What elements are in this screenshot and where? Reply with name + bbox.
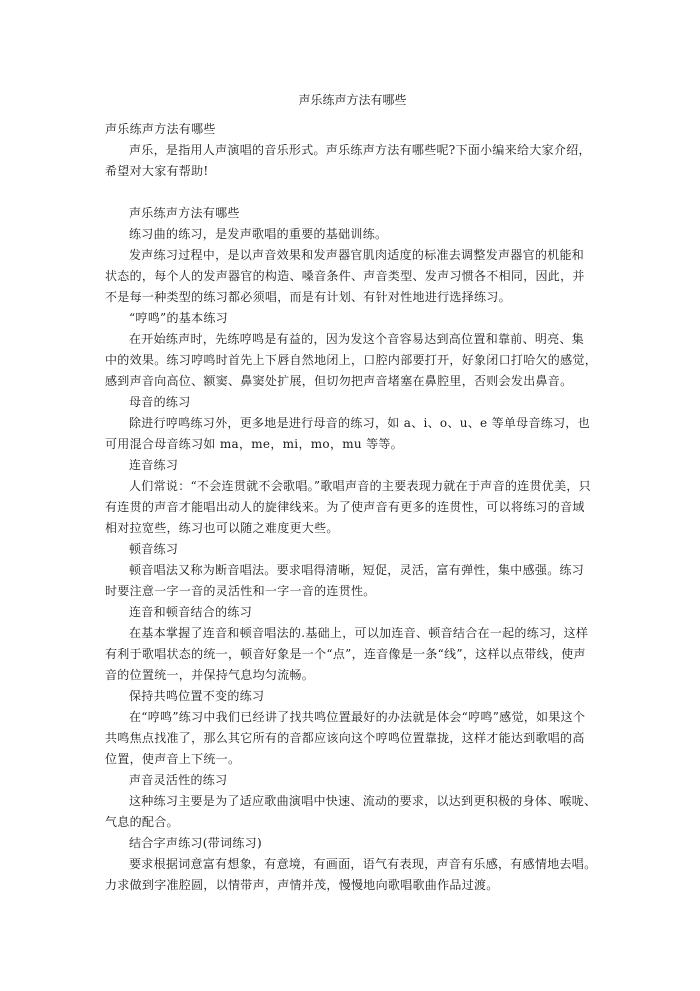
paragraph-line: 状态的，每个人的发声器官的构造、嗓音条件、声音类型、发声习惯各不相同，因此，并 <box>105 269 585 283</box>
subheading-resonance: 保持共鸣位置不变的练习 <box>129 689 265 703</box>
paragraph-line: 在开始练声时，先练哼鸣是有益的，因为发这个音容易达到高位置和靠前、明亮、集 <box>129 332 585 346</box>
subheading-vowel: 母音的练习 <box>129 395 191 409</box>
paragraph-line: 这种练习主要是为了适应歌曲演唱中快速、流动的要求，以达到更积极的身体、喉咙、 <box>129 794 597 808</box>
paragraph-line: 在“哼鸣”练习中我们已经讲了找共鸣位置最好的办法就是体会“哼鸣”感觉，如果这个 <box>129 710 586 724</box>
subheading-lyrics: 结合字声练习(带词练习) <box>129 836 262 850</box>
paragraph-line: 顿音唱法又称为断音唱法。要求唱得清晰，短促，灵活，富有弹性，集中感强。练习 <box>129 563 585 577</box>
paragraph-line: 相对拉宽些，练习也可以随之难度更大些。 <box>105 521 339 535</box>
intro-paragraph-line: 声乐，是指用人声演唱的音乐形式。声乐练声方法有哪些呢?下面小编来给大家介绍， <box>129 143 591 157</box>
paragraph-line: 除进行哼鸣练习外，更多地是进行母音的练习，如 a、i、o、u、e 等单母音练习，也 <box>129 416 590 430</box>
subheading-humming: “哼鸣”的基本练习 <box>129 311 228 325</box>
paragraph-line: 有连贯的声音才能唱出动人的旋律线来。为了使声音有更多的连贯性，可以将练习的音域 <box>105 500 585 514</box>
section-heading: 声乐练声方法有哪些 <box>129 206 240 220</box>
section-lead: 练习曲的练习，是发声歌唱的重要的基础训练。 <box>129 227 388 241</box>
intro-paragraph-line: 希望对大家有帮助! <box>105 164 209 178</box>
document-title: 声乐练声方法有哪些 <box>298 93 407 107</box>
paragraph-line: 可用混合母音练习如 ma，me，mi，mo，mu 等等。 <box>105 437 403 451</box>
main-section <box>105 203 600 896</box>
intro-section <box>105 119 600 182</box>
subheading-staccato: 顿音练习 <box>129 542 179 556</box>
paragraph-line: 感到声音向高位、额窦、鼻窦处扩展，但切勿把声音堵塞在鼻腔里，否则会发出鼻音。 <box>105 374 573 388</box>
paragraph-line: 中的效果。练习哼鸣时首先上下唇自然地闭上，口腔内部要打开，好象闭口打哈欠的感觉， <box>105 353 598 367</box>
paragraph-line: 力求做到字准腔圆，以情带声，声情并茂，慢慢地向歌唱歌曲作品过渡。 <box>105 878 499 892</box>
paragraph-line: 发声练习过程中，是以声音效果和发声器官肌肉适度的标准去调整发声器官的机能和 <box>129 248 585 262</box>
paragraph-line: 要求根据词意富有想象，有意境，有画面，语气有表现，声音有乐感，有感情地去唱。 <box>129 857 597 871</box>
paragraph-line: 音的位置统一，并保持气息均匀流畅。 <box>105 668 315 682</box>
paragraph-line: 共鸣焦点找准了，那么其它所有的音都应该向这个哼鸣位置靠拢，这样才能达到歌唱的高 <box>105 731 585 745</box>
intro-heading: 声乐练声方法有哪些 <box>105 122 216 136</box>
paragraph-line: 气息的配合。 <box>105 815 179 829</box>
subheading-legato: 连音练习 <box>129 458 179 472</box>
paragraph-line: 在基本掌握了连音和顿音唱法的.基础上，可以加连音、顿音结合在一起的练习，这样 <box>129 626 589 640</box>
paragraph-line: 时要注意一字一音的灵活性和一字一音的连贯性。 <box>105 584 376 598</box>
subheading-combined: 连音和顿音结合的练习 <box>129 605 253 619</box>
paragraph-line: 有利于歌唱状态的统一，顿音好象是一个“点”，连音像是一条“线”，这样以点带线，使声 <box>105 647 586 661</box>
paragraph-line: 位置，使声音上下统一。 <box>105 752 241 766</box>
subheading-agility: 声音灵活性的练习 <box>129 773 228 787</box>
paragraph-line: 人们常说：“不会连贯就不会歌唱。”歌唱声音的主要表现力就在于声音的连贯优美，只 <box>129 479 591 493</box>
paragraph-line: 不是每一种类型的练习都必须唱，而是有计划、有针对性地进行选择练习。 <box>105 290 511 304</box>
